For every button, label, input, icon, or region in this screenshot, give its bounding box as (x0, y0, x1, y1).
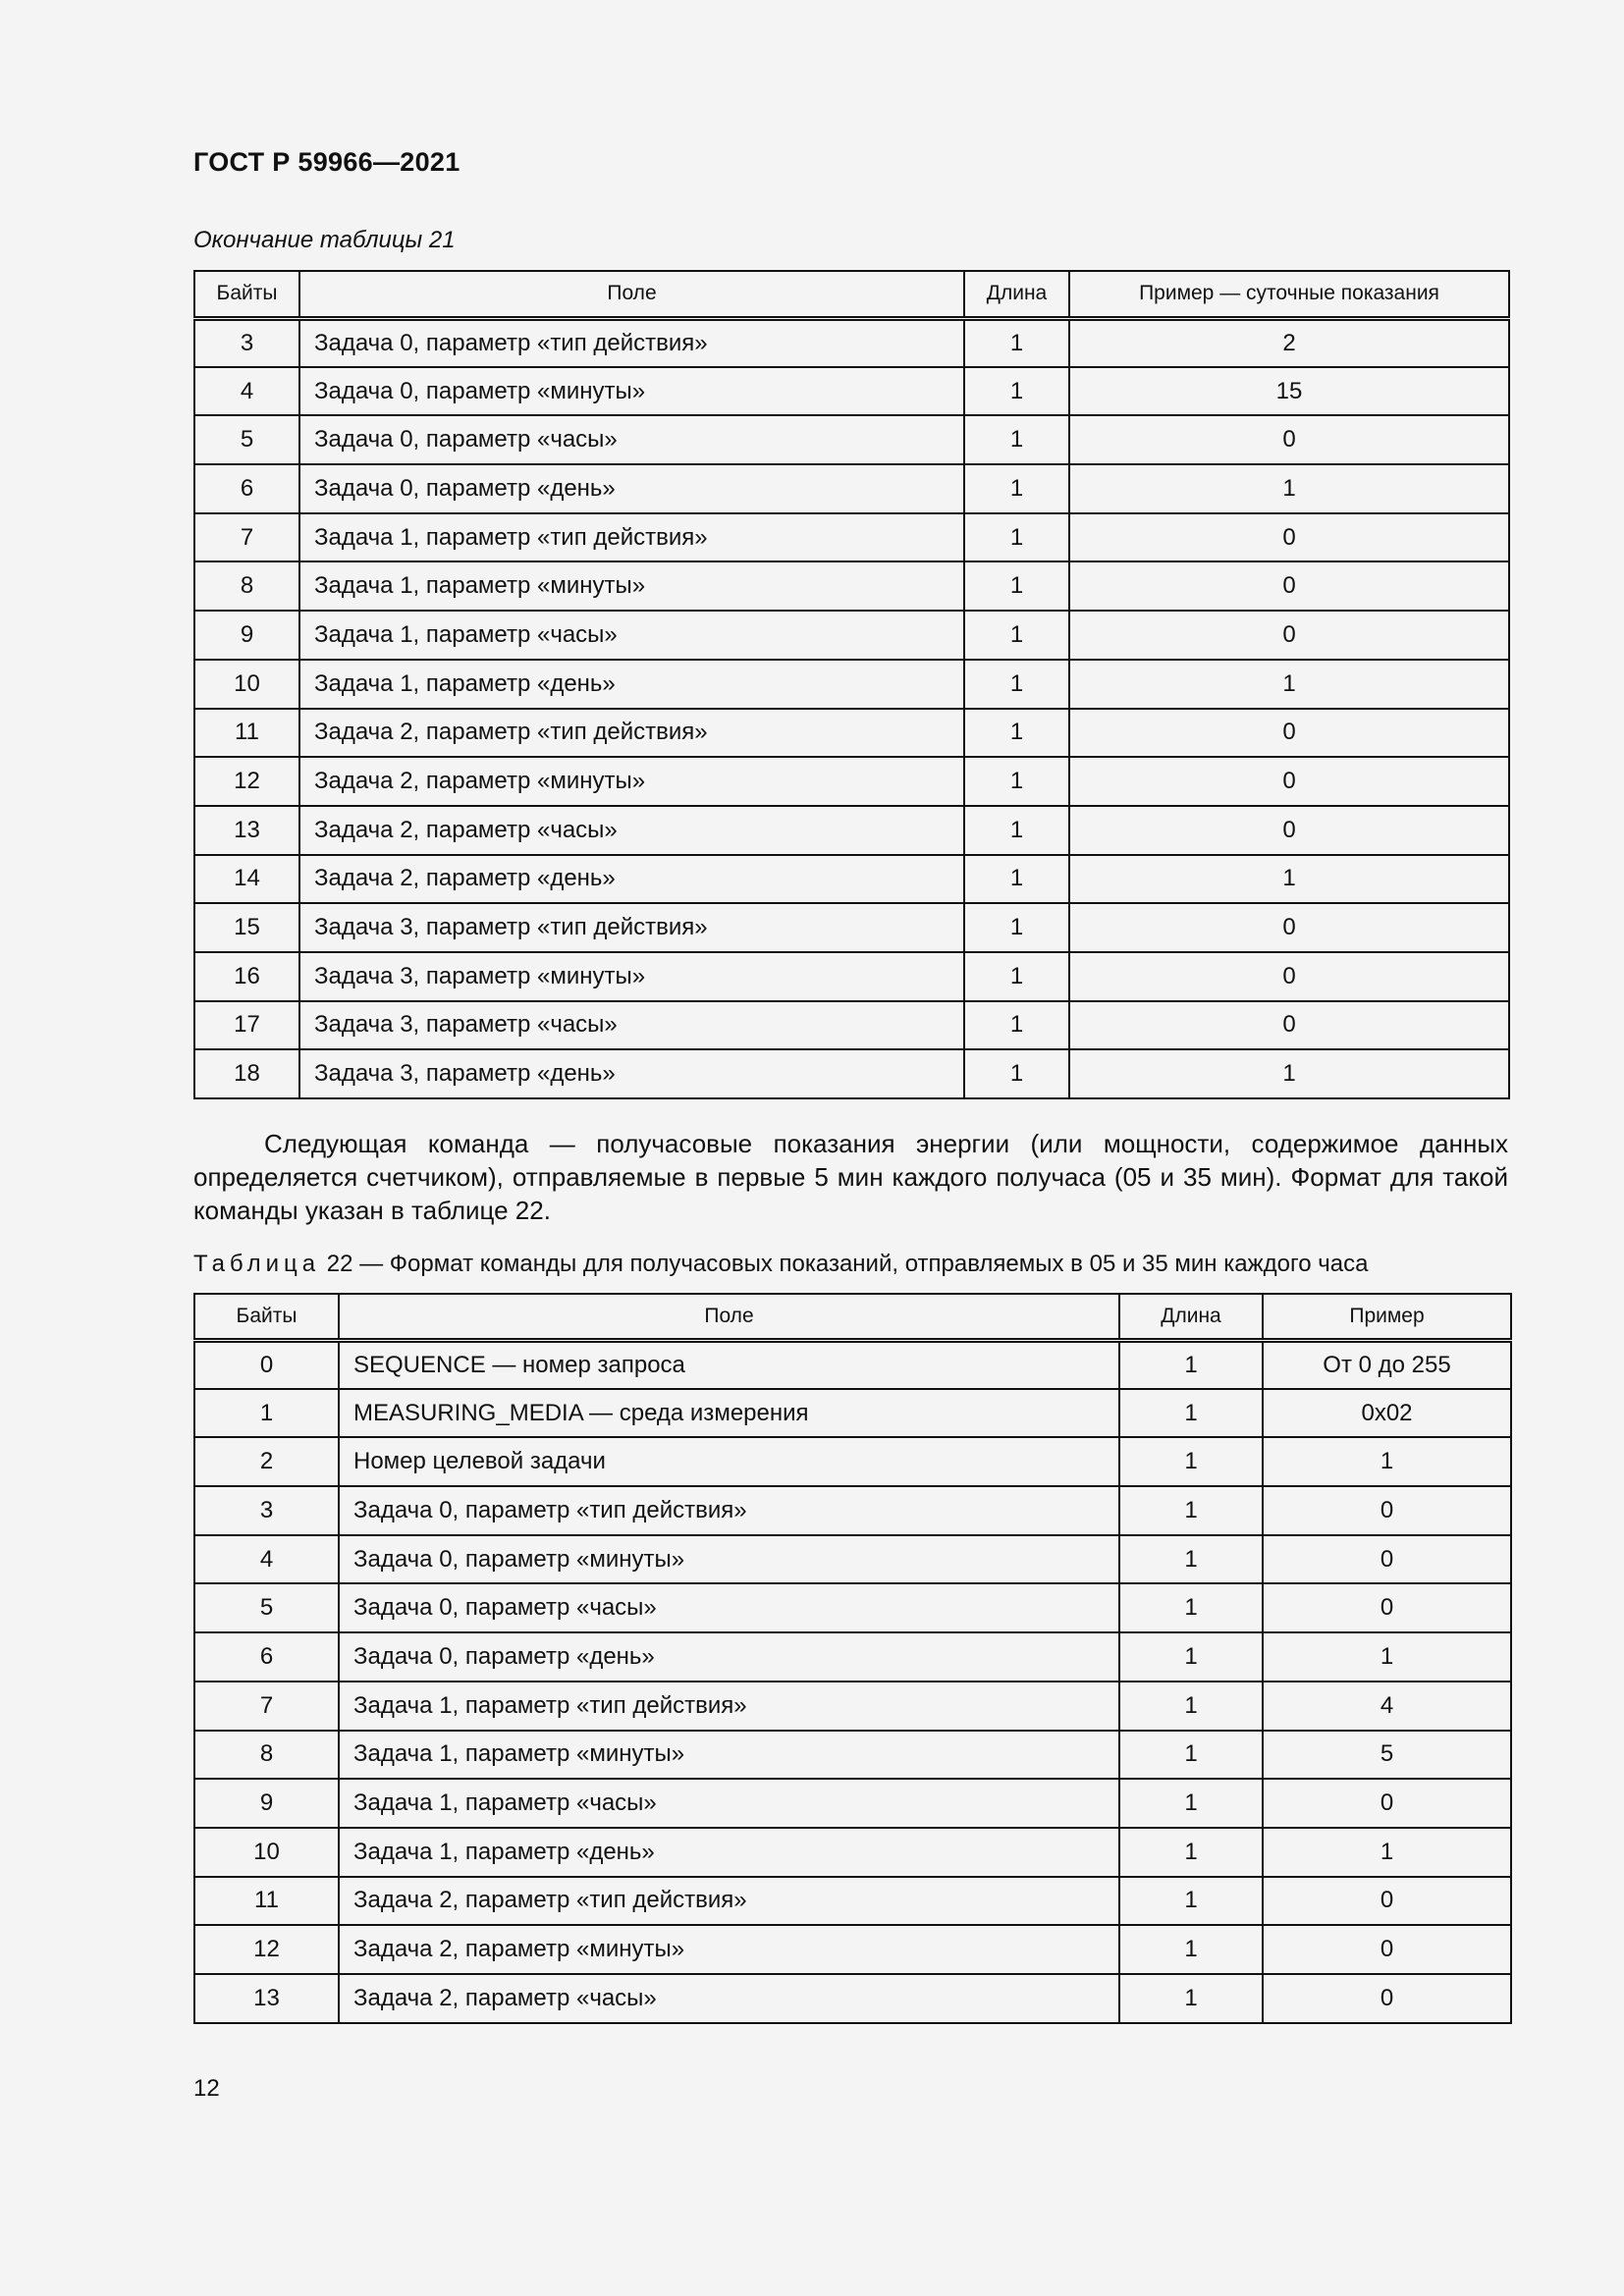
table-row (194, 952, 1509, 1001)
page-number: 12 (193, 2075, 220, 2102)
cell-length: 1 (964, 513, 1069, 562)
cell-example: 0 (1263, 1583, 1511, 1632)
column-header-field: Поле (339, 1294, 1119, 1340)
cell-example: 1 (1263, 1437, 1511, 1486)
cell-field: Задача 0, параметр «минуты» (299, 367, 964, 416)
cell-field: Задача 1, параметр «минуты» (299, 561, 964, 611)
cell-length: 1 (964, 611, 1069, 660)
cell-field: Задача 3, параметр «минуты» (299, 952, 964, 1001)
table-header-row (194, 271, 1509, 318)
document-standard-id: ГОСТ Р 59966—2021 (193, 147, 460, 177)
cell-example: 0 (1069, 903, 1509, 952)
cell-bytes: 4 (194, 367, 299, 416)
cell-length: 1 (964, 806, 1069, 855)
table-row (194, 1925, 1511, 1974)
cell-length: 1 (964, 415, 1069, 464)
cell-bytes: 11 (194, 709, 299, 758)
table-row (194, 1583, 1511, 1632)
column-header-field: Поле (299, 271, 964, 318)
cell-bytes: 10 (194, 1828, 339, 1877)
column-header-length: Длина (1119, 1294, 1263, 1340)
cell-length: 1 (1119, 1974, 1263, 2023)
cell-field: Задача 1, параметр «тип действия» (299, 513, 964, 562)
cell-bytes: 11 (194, 1877, 339, 1926)
table-row (194, 1049, 1509, 1098)
column-header-length: Длина (964, 271, 1069, 318)
cell-example: 0 (1263, 1877, 1511, 1926)
table-row (194, 1389, 1511, 1438)
cell-example: 0 (1263, 1535, 1511, 1584)
cell-bytes: 8 (194, 561, 299, 611)
cell-field: Задача 2, параметр «тип действия» (339, 1877, 1119, 1926)
table-row (194, 1731, 1511, 1780)
cell-bytes: 15 (194, 903, 299, 952)
cell-example: 5 (1263, 1731, 1511, 1780)
table-row (194, 757, 1509, 806)
cell-bytes: 0 (194, 1340, 339, 1389)
cell-length: 1 (964, 367, 1069, 416)
table-row (194, 855, 1509, 904)
cell-bytes: 2 (194, 1437, 339, 1486)
cell-field: Задача 0, параметр «тип действия» (299, 318, 964, 367)
cell-length: 1 (964, 1001, 1069, 1050)
cell-example: 0x02 (1263, 1389, 1511, 1438)
cell-bytes: 3 (194, 318, 299, 367)
cell-bytes: 3 (194, 1486, 339, 1535)
table-21 (193, 270, 1510, 1099)
cell-bytes: 6 (194, 1632, 339, 1682)
table-row (194, 513, 1509, 562)
cell-bytes: 13 (194, 1974, 339, 2023)
table-row (194, 660, 1509, 709)
table-row (194, 1437, 1511, 1486)
cell-example: 0 (1263, 1925, 1511, 1974)
cell-bytes: 7 (194, 1682, 339, 1731)
cell-length: 1 (964, 1049, 1069, 1098)
cell-length: 1 (1119, 1828, 1263, 1877)
cell-length: 1 (964, 318, 1069, 367)
column-header-example: Пример (1263, 1294, 1511, 1340)
cell-field: Задача 1, параметр «день» (339, 1828, 1119, 1877)
cell-example: 0 (1069, 415, 1509, 464)
table-header-row (194, 1294, 1511, 1340)
cell-example: 0 (1263, 1486, 1511, 1535)
cell-field: SEQUENCE — номер запроса (339, 1340, 1119, 1389)
table-row (194, 464, 1509, 513)
table-row (194, 903, 1509, 952)
cell-field: Задача 1, параметр «часы» (339, 1779, 1119, 1828)
cell-field: Задача 0, параметр «часы» (299, 415, 964, 464)
cell-length: 1 (1119, 1779, 1263, 1828)
cell-example: 1 (1263, 1828, 1511, 1877)
cell-field: Задача 1, параметр «день» (299, 660, 964, 709)
cell-bytes: 12 (194, 1925, 339, 1974)
cell-example: 1 (1069, 855, 1509, 904)
cell-field: Задача 2, параметр «день» (299, 855, 964, 904)
cell-field: Задача 2, параметр «тип действия» (299, 709, 964, 758)
table-22-title (193, 1251, 1368, 1278)
cell-length: 1 (1119, 1632, 1263, 1682)
cell-example: 0 (1069, 513, 1509, 562)
cell-length: 1 (964, 855, 1069, 904)
table-row (194, 415, 1509, 464)
table-22-title-label: Таблица (193, 1251, 321, 1277)
cell-field: Задача 0, параметр «тип действия» (339, 1486, 1119, 1535)
table-row (194, 318, 1509, 367)
cell-bytes: 4 (194, 1535, 339, 1584)
table-22-body (194, 1340, 1511, 2023)
table-row (194, 561, 1509, 611)
cell-bytes: 6 (194, 464, 299, 513)
cell-bytes: 5 (194, 415, 299, 464)
cell-bytes: 5 (194, 1583, 339, 1632)
cell-length: 1 (1119, 1877, 1263, 1926)
cell-example: 0 (1069, 1001, 1509, 1050)
cell-field: Задача 3, параметр «день» (299, 1049, 964, 1098)
table-row (194, 1828, 1511, 1877)
cell-field: Задача 0, параметр «минуты» (339, 1535, 1119, 1584)
cell-example: 0 (1069, 757, 1509, 806)
cell-field: Задача 3, параметр «тип действия» (299, 903, 964, 952)
cell-bytes: 1 (194, 1389, 339, 1438)
table-22-title-text: 22 — Формат команды для получасовых показаний, отправляемых в 05 и 35 мин каждого часа (320, 1251, 1369, 1277)
cell-bytes: 14 (194, 855, 299, 904)
cell-example: 0 (1069, 806, 1509, 855)
cell-bytes: 12 (194, 757, 299, 806)
cell-length: 1 (964, 561, 1069, 611)
table-row (194, 1682, 1511, 1731)
table-row (194, 1486, 1511, 1535)
cell-length: 1 (1119, 1925, 1263, 1974)
cell-example: 0 (1069, 952, 1509, 1001)
cell-length: 1 (964, 903, 1069, 952)
cell-example: 0 (1069, 709, 1509, 758)
cell-field: Задача 0, параметр «часы» (339, 1583, 1119, 1632)
cell-field: Задача 2, параметр «часы» (299, 806, 964, 855)
cell-example: 0 (1263, 1779, 1511, 1828)
column-header-example: Пример — суточные показания (1069, 271, 1509, 318)
cell-bytes: 9 (194, 1779, 339, 1828)
cell-length: 1 (964, 464, 1069, 513)
table-row (194, 806, 1509, 855)
column-header-bytes: Байты (194, 271, 299, 318)
cell-field: Задача 1, параметр «тип действия» (339, 1682, 1119, 1731)
cell-length: 1 (964, 709, 1069, 758)
cell-example: От 0 до 255 (1263, 1340, 1511, 1389)
cell-length: 1 (1119, 1340, 1263, 1389)
table-row (194, 611, 1509, 660)
cell-example: 2 (1069, 318, 1509, 367)
cell-field: Задача 2, параметр «минуты» (339, 1925, 1119, 1974)
cell-field: Задача 1, параметр «часы» (299, 611, 964, 660)
cell-length: 1 (1119, 1389, 1263, 1438)
cell-example: 15 (1069, 367, 1509, 416)
cell-length: 1 (964, 952, 1069, 1001)
cell-length: 1 (1119, 1583, 1263, 1632)
cell-length: 1 (1119, 1486, 1263, 1535)
cell-field: MEASURING_MEDIA — среда измерения (339, 1389, 1119, 1438)
cell-bytes: 7 (194, 513, 299, 562)
cell-length: 1 (964, 660, 1069, 709)
cell-field: Номер целевой задачи (339, 1437, 1119, 1486)
cell-field: Задача 2, параметр «минуты» (299, 757, 964, 806)
cell-bytes: 16 (194, 952, 299, 1001)
table-row (194, 367, 1509, 416)
cell-field: Задача 2, параметр «часы» (339, 1974, 1119, 2023)
cell-example: 1 (1069, 660, 1509, 709)
cell-field: Задача 0, параметр «день» (299, 464, 964, 513)
cell-bytes: 18 (194, 1049, 299, 1098)
cell-length: 1 (1119, 1437, 1263, 1486)
table-22 (193, 1293, 1512, 2024)
cell-bytes: 17 (194, 1001, 299, 1050)
cell-example: 1 (1069, 1049, 1509, 1098)
cell-example: 1 (1069, 464, 1509, 513)
cell-bytes: 10 (194, 660, 299, 709)
body-paragraph: Следующая команда — получасовые показания энергии (или мощности, содержимое данных определяется счетчиком), отправляемые в первые 5 мин каждого получаса (05 и 35 мин). Формат для такой команды указан в таблице 22. (193, 1129, 1508, 1225)
cell-bytes: 8 (194, 1731, 339, 1780)
cell-example: 4 (1263, 1682, 1511, 1731)
table-row (194, 1877, 1511, 1926)
table-row (194, 1001, 1509, 1050)
table-21-body (194, 318, 1509, 1098)
cell-example: 0 (1069, 561, 1509, 611)
table-row (194, 1632, 1511, 1682)
cell-field: Задача 1, параметр «минуты» (339, 1731, 1119, 1780)
cell-bytes: 9 (194, 611, 299, 660)
table-row (194, 1535, 1511, 1584)
cell-example: 1 (1263, 1632, 1511, 1682)
cell-field: Задача 0, параметр «день» (339, 1632, 1119, 1682)
table-row (194, 1779, 1511, 1828)
cell-length: 1 (1119, 1682, 1263, 1731)
column-header-bytes: Байты (194, 1294, 339, 1340)
table-21-continuation-caption: Окончание таблицы 21 (193, 227, 456, 253)
table-row (194, 1340, 1511, 1389)
cell-field: Задача 3, параметр «часы» (299, 1001, 964, 1050)
table-row (194, 1974, 1511, 2023)
cell-length: 1 (964, 757, 1069, 806)
cell-length: 1 (1119, 1535, 1263, 1584)
cell-length: 1 (1119, 1731, 1263, 1780)
cell-example: 0 (1263, 1974, 1511, 2023)
table-row (194, 709, 1509, 758)
cell-bytes: 13 (194, 806, 299, 855)
cell-example: 0 (1069, 611, 1509, 660)
